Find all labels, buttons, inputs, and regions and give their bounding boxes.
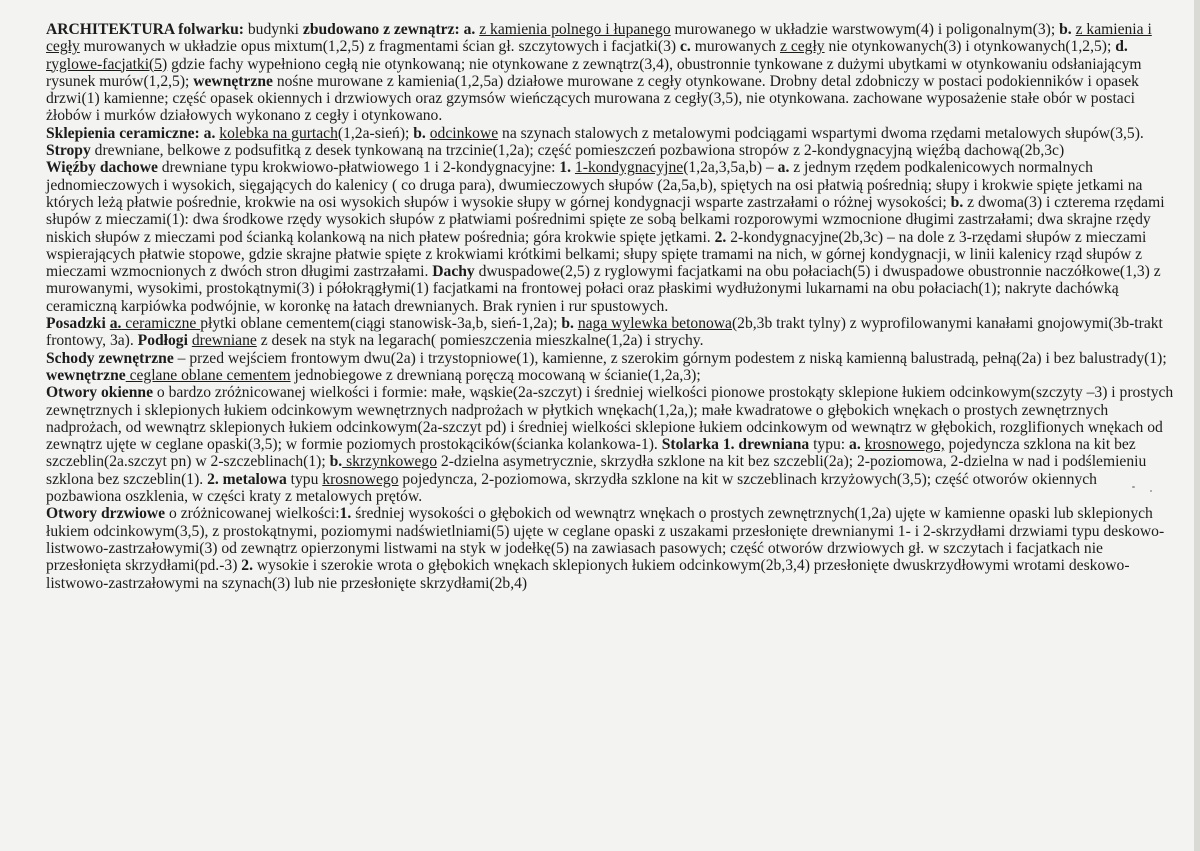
text-run: (1,2a,3,5a,b) – [683,159,778,177]
bold-run: a. [849,436,861,454]
text-run: wysokie i szerokie wrota o głębokich wnękach sklepionych łukiem odcinkowym(2b,3,4) przesłonięte dwuskrzydłowymi wrotami deskowo-listwowo-zastrzałowymi na szynach(3) lub nie przesłonięte skrzydłami(2b,4) [46,557,1130,592]
underlined-run: skrzynkowego [342,453,438,471]
bold-run: Otwory okienne [46,384,153,402]
text-run: murowanych [690,38,781,56]
bold-run: a. [109,315,122,333]
bold-run: b. [1059,21,1072,38]
bold-run: a. [777,159,790,177]
text-run: (2b,3b trakt tylny) z wyprofilowanymi kanałami gnojowymi(3b-trakt frontowy, 3a). [46,315,1163,350]
bold-run: Stropy [46,142,91,160]
text-run: na szynach stalowych z metalowymi podciągami wspartymi dwoma rzędami metalowych słupów(3,5). [498,124,1144,142]
bold-run: Dachy [432,263,475,281]
text-run: o bardzo zróżnicowanej wielkości i formie: małe, wąskie(2a-szczyt) i średniej wielkości pionowe prostokąty sklepione łukiem odcinkowym(szczyty –3) i prostych zewnętrznych i sklepionych łukiem odcinkowym wewnętrznych nadprożach w płytkich wnękach(1,2a,); małe kwadratowe o głębokich wnękach o prostych zewnętrznych nadprożach, od wewnątrz sklepionych łukiem odcinkowym(2a-szczyt pd) i średniej wielkości sklepione łukiem odcinkowym od wewnątrz w głębokich, rozglifionych wnękach od zewnątrz ujęte w ceglane opaski(3,5); w formie poziomych prostokącików(ścianka kolankowa-1). [46,384,1174,454]
text-run: drewniane typu krokwiowo-płatwiowego 1 i 2-kondygnacyjne: [157,159,560,177]
text-run: gdzie fachy wypełniono cegłą nie otynkowaną; nie otynkowane z zewnątrz(3,4), obustronnie tynkowane z dużymi ubytkami w otynkowaniu odsłaniającym rysunek murów(1,2,5); [46,55,1142,90]
scan-speck [1150,490,1152,492]
bold-run: Schody zewnętrzne [46,349,174,367]
text-run: typu [286,470,323,488]
text-run: 2-dzielna asymetrycznie, skrzydła szklone na kit bez szczebli(2a); 2-poziomowa, 2-dzielna w nad i podślemieniu szklona bez szczeblin(1). [46,453,1147,488]
paragraph-5 [46,350,1176,385]
paragraph-3 [46,159,1176,315]
text-run: jednobiegowe z drewnianą poręczą mocowaną w ścianie(1,2a,3); [290,366,701,384]
bold-run: 2. [241,557,253,575]
text-run: 2-kondygnacyjne(2b,3c) – na dole z 3-rzędami słupów z mieczami wspierających płatwie stopowe, gdzie skrajne płatwie spięte z krokwiami krótkimi belkami; słupy spięte tramami na nich, w górnej kondygnacji, w linii kalenicy rząd słupów z mieczami wzmocnionych z dwóch stron długimi zastrzałami. [46,228,1147,281]
bold-run: wewnętrzne [46,366,126,384]
underlined-run: ryglowe-facjatki(5) [46,55,168,73]
text-run: budynki [243,21,303,38]
bold-run: c. [679,38,691,56]
paragraph-1 [46,21,1176,125]
bold-run: b. [950,193,964,211]
paragraph-4 [46,315,1176,350]
text-run: płytki oblane cementem(ciągi stanowisk-3a,b, sień-1,2a); [200,315,562,333]
underlined-run: kolebka na gurtach [219,124,338,142]
bold-run: a. [203,124,216,142]
text-run: (1,2a-sień); [337,124,414,142]
bold-run: Stolarka 1. drewniana [661,436,810,454]
underlined-run: krosnowego, [864,436,945,454]
underlined-run: krosnowego [322,470,399,488]
bold-run: zbudowano z zewnątrz: [302,21,460,38]
bold-run: Podłogi [137,332,188,350]
bold-run: b. [329,453,343,471]
bold-run: 1. [559,159,572,177]
text-run: z desek na styk na legarach( pomieszczenia mieszkalne(1,2a) i strychy. [256,332,704,350]
paragraph-7 [46,505,1176,591]
underlined-run: odcinkowe [429,124,499,142]
text-run: z dwoma(3) i czterema rzędami słupów z mieczami(1): dwa środkowe rzędy wysokich słupów z płatwiami pośrednimi spięte ze sobą belkami rozporowymi wzmocnione długimi zastrzałami; dwa skrajne rzędy niskich słupów z mieczami pod ścianką kolankową na nich płatew pośrednia; góra krokwie spięte jętkami. [46,193,1165,246]
bold-run: Posadzki [46,315,106,333]
bold-run: ARCHITEKTURA folwarku: [46,21,244,38]
bold-run: Więźby dachowe [46,159,158,177]
bold-run: 2. [714,228,727,246]
bold-run: 2. metalowa [207,470,287,488]
underlined-run: z cegły [780,38,825,56]
underlined-run: naga wylewka betonowa [577,315,732,333]
text-run: pojedyncza, 2-poziomowa, skrzydła szklone na kit w szczeblinach krzyżowych(3,5); część otworów okiennych pozbawiona oszklenia, w części kraty z metalowych prętów. [46,470,1097,506]
text-run: drewniane, belkowe z podsufitką z desek tynkowaną na trzcinie(1,2a); część pomieszczeń pozbawiona stropów z 2-kondygnacyjną więźbą dachową(2b,3c) [90,142,1065,160]
bold-run: wewnętrzne [193,72,273,90]
text-run: z jednym rzędem podkalenicowych normalnych jednomieczowych i wysokich, sięgających do kalenicy ( co druga para), dwumieczowych słupów (2a,5a,b), spiętych na osi płatwią pośrednią; słupy i krokwie spięte jetkami na których leżą płatwie pośrednie, krokwie na osi wysokich słupów i wysokie słupy w górnej kondygnacji wsparte zastrzałami o różnej wysokości; [46,159,1143,211]
text-run: dwuspadowe(2,5) z ryglowymi facjatkami na obu połaciach(5) i dwuspadowe obustronnie naczółkowe(1,3) z murowanymi, wysokimi, prostokątnymi(3) i półokrągłymi(1) facjatkami na frontowej połaci oraz płaskimi wydłużonymi lukarnami na obu połaciach(1); nakryte dachówką ceramiczną karpiówka podwójnie, w koronkę na łatach drewnianych. Brak rynien i rur spustowych. [46,263,1161,315]
paragraph-6 [46,384,1176,505]
document-body [46,21,1176,592]
underlined-run: ceglane oblane cementem [125,366,291,384]
bold-run: a. [463,21,476,38]
bold-run: b. [413,124,426,142]
text-run: średniej wysokości o głębokich od wewnątrz wnękach o prostych zewnętrznych(1,2a) ujęte w kamienne opaski lub sklepionych łukiem odcinkowym(3,5), z prostokątnymi, poziomymi nadświetlniami(5) ujęte w ceglane opaski z uszakami przesłonięte drewnianymi 1- i 2-skrzydłami drzwiami typu deskowo-listwowo-zastrzałowymi(3) od zewnątrz opierzonymi listwami na styk w jodełkę(5) na zawiasach pasowych; część otworów drzwiowych gł. w szczytach i facjatkach nie przesłonięta skrzydłami(pd.-3) [46,505,1165,575]
underlined-run: z kamienia polnego i łupanego [479,21,671,38]
text-run: pojedyncza szklona na kit bez szczeblin(2a.szczyt pn) w 2-szczeblinach(1); [46,436,1136,471]
bold-run: Sklepienia ceramiczne: [46,124,200,142]
text-run: – przed wejściem frontowym dwu(2a) i trzystopniowe(1), kamienne, z szerokim górnym podestem z niską kamienną balustradą, pełną(2a) i bez balustrady(1); [173,349,1167,367]
text-run: o zróżnicowanej wielkości: [165,505,340,523]
underlined-run: z kamienia i cegły [46,21,1152,56]
bold-run: d. [1115,38,1128,56]
scan-speck [1132,486,1135,488]
underlined-run: ceramiczne [121,315,201,333]
bold-run: b. [561,315,574,333]
text-run: murowanych w układzie opus mixtum(1,2,5) z fragmentami ścian gł. szczytowych i facjatki(3) [79,38,680,56]
bold-run: 1. [339,505,352,523]
underlined-run: drewniane [191,332,257,350]
paragraph-2 [46,125,1176,160]
bold-run: Otwory drzwiowe [46,505,166,523]
text-run: nie otynkowanych(3) i otynkowanych(1,2,5); [824,38,1116,56]
text-run: nośne murowane z kamienia(1,2,5a) działowe murowane z cegły otynkowane. Drobny detal zdobniczy w postaci podokienników i opasek drzwi(1) kamienne; część opasek okiennych i drzwiowych oraz gzymsów wieńczących murowana z cegły(3,5), nie otynkowana. zachowane wyposażenie stałe obór w postaci żłobów i murków działowych wykonano z cegły i otynkowano. [46,72,1139,125]
text-run: murowanego w układzie warstwowym(4) i poligonalnym(3); [670,21,1060,38]
underlined-run: 1-kondygnacyjne [574,159,684,177]
text-run: typu: [809,436,850,454]
